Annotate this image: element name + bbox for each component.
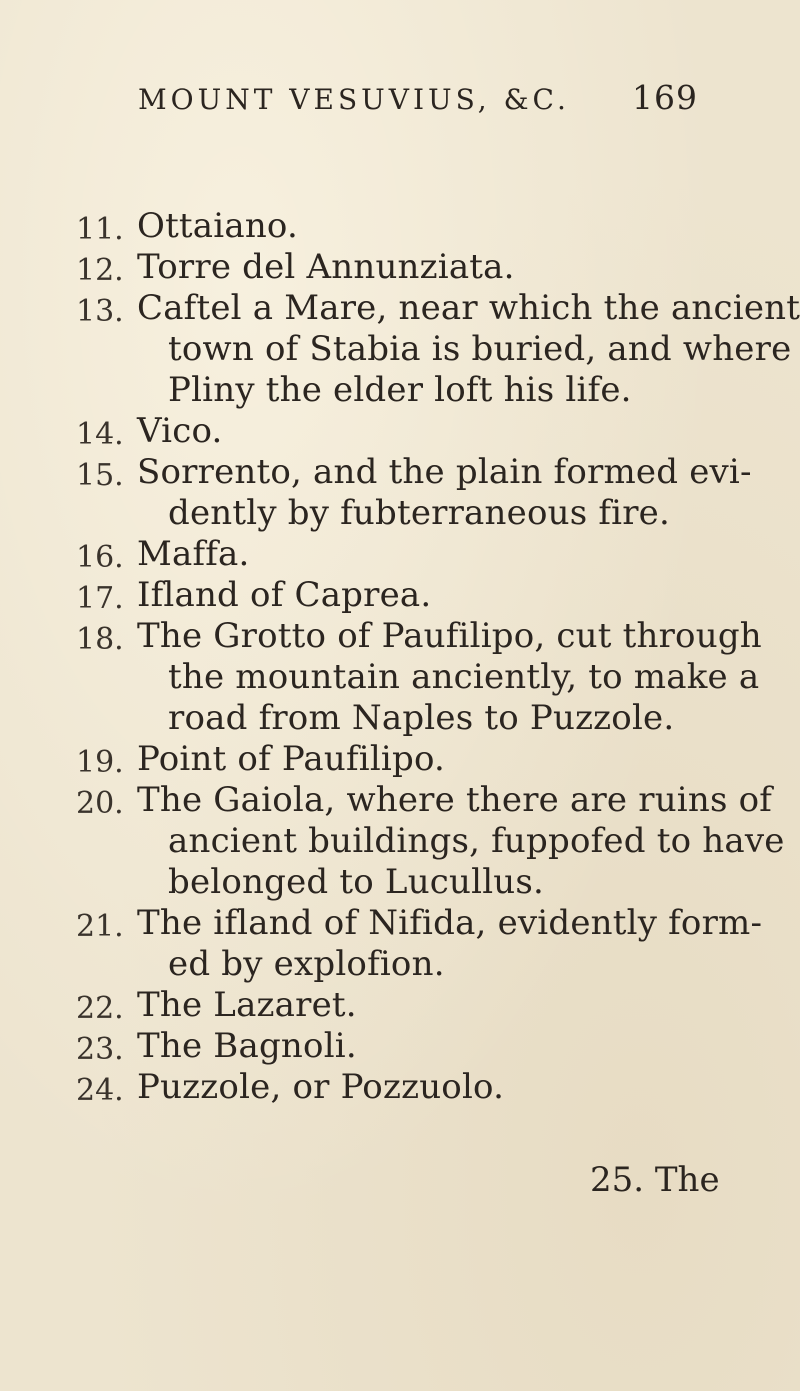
text-line: Vico. [137,411,223,451]
entry-number: 21. [76,909,124,944]
entry-number: 14. [76,417,124,452]
text-line: The Grotto of Paufilipo, cut through [137,616,762,656]
text-line: ed by explofion. [168,944,445,984]
text-line: Puzzole, or Pozzuolo. [137,1067,505,1107]
entry-number: 16. [76,540,124,575]
text-line: road from Naples to Puzzole. [168,698,675,738]
entry-number: 15. [76,458,124,493]
page-number: 169 [632,78,698,117]
text-line: The Gaiola, where there are ruins of [137,780,773,820]
entry-number: 20. [76,786,124,821]
running-head-title: MOUNT VESUVIUS, &C. [138,83,570,116]
text-line: The Bagnoli. [137,1026,357,1066]
entry-number: 23. [76,1032,124,1067]
text-line: town of Stabia is buried, and where [168,329,792,369]
text-line: The Lazaret. [137,985,357,1025]
entry-number: 17. [76,581,124,616]
entry-number: 19. [76,745,124,780]
text-line: Point of Paufilipo. [137,739,446,779]
text-line: Sorrento, and the plain formed evi- [137,452,752,492]
entry-number: 24. [76,1073,124,1108]
entry-number: 13. [76,294,124,329]
text-line: dently by fubterraneous fire. [168,493,671,533]
entry-number: 22. [76,991,124,1026]
catchword: 25. The [590,1160,720,1200]
text-line: ancient buildings, fuppofed to have [168,821,785,861]
text-line: Ottaiano. [137,206,298,246]
entry-number: 12. [76,253,124,288]
text-line: Maffa. [137,534,250,574]
text-line: Pliny the elder loft his life. [168,370,632,410]
text-line: Torre del Annunziata. [137,247,515,287]
entry-number: 11. [76,212,124,247]
text-line: Caftel a Mare, near which the ancient [137,288,800,328]
text-line: The ifland of Nifida, evidently form- [137,903,763,943]
running-head [138,78,698,117]
text-line: Ifland of Caprea. [137,575,432,615]
entry-number: 18. [76,622,124,657]
text-line: belonged to Lucullus. [168,862,545,902]
text-line: the mountain anciently, to make a [168,657,760,697]
